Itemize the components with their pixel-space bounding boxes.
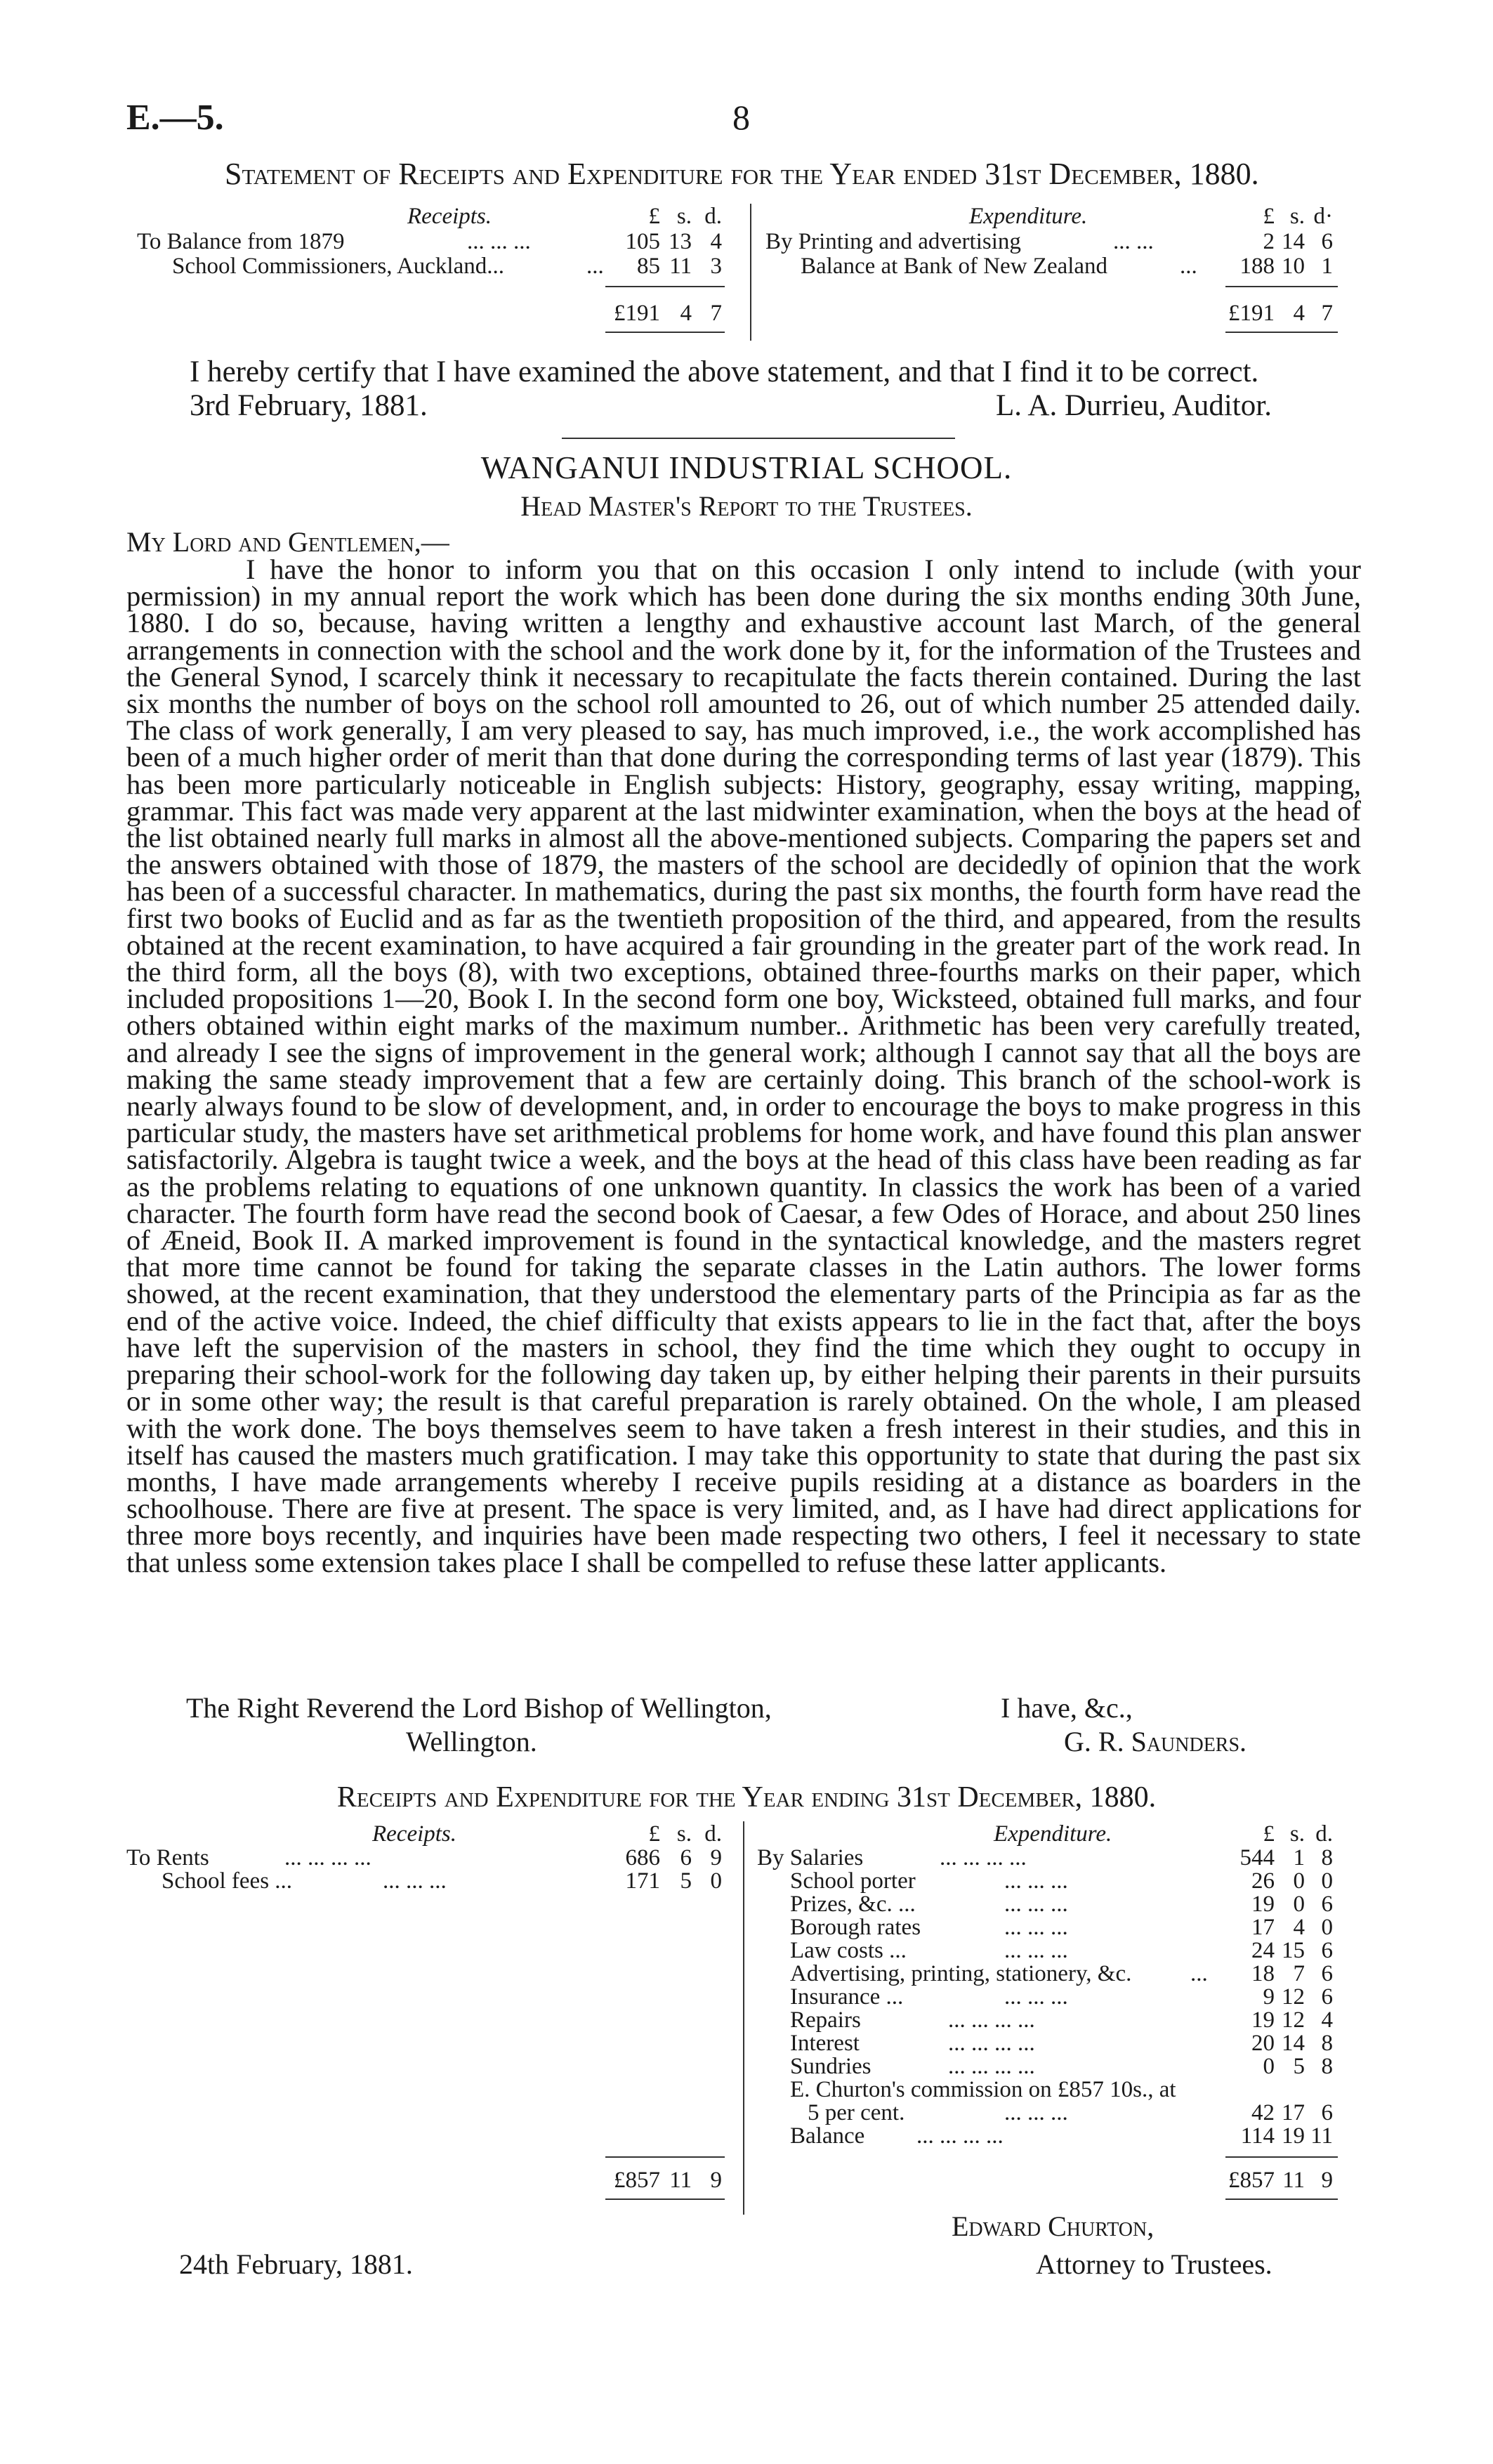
pound-heading: £ <box>648 1821 660 1847</box>
attorney-title: Attorney to Trustees. <box>1036 2248 1272 2280</box>
expenditure-shillings: 12 <box>1282 2007 1305 2033</box>
receipt-label: School fees ... <box>162 1868 293 1894</box>
certification-text: I hereby certify that I have examined the above statement, and that I find it to be correct. <box>190 355 1259 388</box>
receipt-shillings: 6 <box>680 1845 692 1870</box>
receipt-pence: 0 <box>710 1868 722 1894</box>
leader-dots: ... ... ... <box>1004 1915 1068 1940</box>
expenditure-pounds: 26 <box>1251 1868 1275 1894</box>
receipt-pence: 4 <box>710 229 722 254</box>
expenditure-pounds: 114 <box>1240 2123 1275 2149</box>
expenditure-row <box>790 1984 1068 2010</box>
report-subtitle: Head Master's Report to the Trustees. <box>520 490 973 522</box>
expenditure-heading: Expenditure. <box>994 1821 1112 1847</box>
expenditure-row <box>790 1938 1068 1963</box>
expenditure-label: Repairs <box>790 2007 861 2033</box>
expenditure-pence: 0 <box>1321 1868 1333 1894</box>
receipt-pounds: 686 <box>625 1845 660 1870</box>
expenditure-row <box>790 2031 1035 2056</box>
expenditure-shillings: 15 <box>1282 1938 1305 1963</box>
pound-heading-right: £ <box>1263 204 1275 229</box>
total-pounds: £857 <box>614 2168 660 2193</box>
expenditure-pounds: 42 <box>1251 2100 1275 2125</box>
leader-dots: ... ... ... ... <box>916 2123 1004 2149</box>
receipt-label: School Commissioners, Auckland... <box>172 254 504 279</box>
expenditure-pounds: 188 <box>1239 254 1275 279</box>
addressee-line-2: Wellington. <box>406 1726 537 1757</box>
leader-dots: ... <box>586 254 604 279</box>
column-divider <box>743 1821 744 2215</box>
leader-dots: ... ... ... ... <box>948 2054 1035 2079</box>
statement-1-title: Statement of Receipts and Expenditure for the Year ended 31st December, 1880. <box>225 157 1259 191</box>
expenditure-pounds: 2 <box>1263 229 1275 254</box>
total-pounds-right: £191 <box>1228 301 1275 326</box>
expenditure-shillings: 0 <box>1293 1868 1305 1894</box>
expenditure-shillings: 14 <box>1282 229 1305 254</box>
expenditure-shillings: 12 <box>1282 1984 1305 2010</box>
subtotal-rule <box>605 2156 725 2158</box>
pence-heading-right: d· <box>1313 204 1333 229</box>
receipts-heading: Receipts. <box>407 204 492 229</box>
total-rule-right <box>1225 2198 1338 2200</box>
expenditure-pounds: 9 <box>1263 1984 1275 2010</box>
receipt-shillings: 11 <box>669 254 692 279</box>
total-shillings: 4 <box>680 301 692 326</box>
leader-dots: ... <box>1190 1961 1208 1986</box>
leader-dots: ... ... ... <box>1004 1868 1068 1894</box>
expenditure-label: 5 per cent. <box>808 2100 905 2125</box>
expenditure-pounds: 19 <box>1251 1892 1275 1917</box>
expenditure-shillings: 10 <box>1282 254 1305 279</box>
receipt-label: To Rents <box>126 1845 209 1870</box>
total-pence-right: 7 <box>1321 301 1333 326</box>
leader-dots: ... ... ... ... <box>948 2031 1035 2056</box>
expenditure-label: Advertising, printing, stationery, &c. <box>790 1961 1132 1986</box>
total-shillings-right: 4 <box>1293 301 1305 326</box>
statement-2-title: Receipts and Expenditure for the Year ending 31st December, 1880. <box>336 1781 1157 1814</box>
leader-dots: ... ... ... ... <box>284 1845 371 1870</box>
receipt-row <box>126 1845 371 1870</box>
leader-dots: ... ... ... <box>467 229 531 254</box>
expenditure-shillings: 1 <box>1293 1845 1305 1870</box>
receipt-pounds: 85 <box>637 254 660 279</box>
expenditure-row <box>790 1868 1068 1894</box>
total-shillings: 11 <box>669 2168 692 2193</box>
expenditure-heading: Expenditure. <box>969 204 1088 229</box>
expenditure-pounds: 18 <box>1251 1961 1275 1986</box>
receipt-shillings: 5 <box>680 1868 692 1894</box>
expenditure-pence: 6 <box>1321 1892 1333 1917</box>
expenditure-pence: 4 <box>1321 2007 1333 2033</box>
expenditure-pounds: 17 <box>1251 1915 1275 1940</box>
expenditure-shillings: 5 <box>1293 2054 1305 2079</box>
expenditure-label: Prizes, &c. ... <box>790 1892 916 1917</box>
expenditure-shillings: 7 <box>1293 1961 1305 1986</box>
expenditure-label: Balance <box>790 2123 865 2149</box>
leader-dots: ... <box>1180 254 1197 279</box>
leader-dots: ... ... ... ... <box>940 1845 1027 1870</box>
expenditure-label: Insurance ... <box>790 1984 904 2010</box>
expenditure-row <box>790 1961 1208 1986</box>
school-title: WANGANUI INDUSTRIAL SCHOOL. <box>480 450 1013 485</box>
closing-phrase: I have, &c., <box>1001 1692 1133 1724</box>
expenditure-pence: 1 <box>1321 254 1333 279</box>
expenditure-pence: 6 <box>1321 1984 1333 2010</box>
receipt-pounds: 171 <box>625 1868 660 1894</box>
shilling-heading: s. <box>676 1821 692 1847</box>
leader-dots: ... ... ... <box>1004 1984 1068 2010</box>
expenditure-label: Borough rates <box>790 1915 921 1940</box>
expenditure-row <box>790 2007 1035 2033</box>
expenditure-row <box>790 2123 1004 2149</box>
expenditure-pence: 6 <box>1321 2100 1333 2125</box>
expenditure-label: Sundries <box>790 2054 872 2079</box>
expenditure-row <box>757 1845 1027 1870</box>
expenditure-pence: 8 <box>1321 2031 1333 2056</box>
report-signature: G. R. Saunders. <box>1064 1726 1247 1757</box>
expenditure-label: Interest <box>790 2031 860 2056</box>
report-body: I have the honor to inform you that on this occasion I only intend to include (with your permission) in my annual report the work which has been done during the six months ending 30th June, 1880. I do so, because, having written a lengthy and exhaustive account last March, of the general arrangements in connection with the school and the work done by it, for the information of the Trustees and the General Synod, I scarcely think it necessary to recapitulate the facts therein contained. During the last six months the number of boys on the school roll amounted to 26, out of which number 25 attended daily. The class of work generally, I am very pleased to say, has much improved, i.e., the work accomplished has been of a much higher order of merit than that done during the corresponding terms of last year (1879). This has been more particularly noticeable in English subjects: History, geography, essay writing, mapping, grammar. This fact was made very apparent at the last midwinter examination, when the boys at the head of the list obtained nearly full marks in almost all the above-mentioned subjects. Comparing the papers set and the answers obtained with those of 1879, the masters of the school are decidedly of opinion that the work has been of a successful character. In mathematics, during the past six months, the fourth form have read the first two books of Euclid and as far as the twentieth proposition of the third, and appeared, from the results obtained at the recent examination, to have acquired a fair grounding in the greater part of the work read. In the third form, all the boys (8), with two exceptions, obtained three-fourths marks on their paper, which included propositions 1—20, Book I. In the second form one boy, Wicksteed, obtained full marks, and four others obtained within eight marks of the maximum number.. Arithmetic has been very carefully treated, and already I see the signs of improvement in the general work; although I cannot say that all the boys are making the same steady improvement that a few are certainly doing. This branch of the school-work is nearly always found to be slow of development, and, in order to encourage the boys to make progress in this particular study, the masters have set arithmetical problems for home work, and have found this plan answer satisfactorily. Algebra is taught twice a week, and the boys at the head of this class have been reading as far as the problems relating to equations of one unknown quantity. In classics the work has been of a varied character. The fourth form have read the second book of Caesar, a few Odes of Horace, and about 250 lines of Æneid, Book II. A marked improvement is found in the syntactical knowledge, and the masters regret that more time cannot be found for taking the separate classes in the Latin authors. The lower forms showed, at the recent examination, that they understood the elementary parts of the Principia as far as the end of the active voice. Indeed, the chief difficulty that exists appears to lie in the fact that, after the boys have left the supervision of the masters in school, they find the time which they ought to occupy in preparing their school-work for the following day taken up, by either helping their parents in their pursuits or in some other way; the result is that careful preparation is rarely obtained. On the whole, I am pleased with the work done. The boys themselves seem to have taken a fresh interest in their studies, and this in itself has caused the masters much gratification. I may take this opportunity to state that during the past six months, I have made arrangements whereby I receive pupils residing at a distance as boarders in the schoolhouse. There are five at present. The space is very limited, and, as I have had direct applications for three more boys recently, and inquiries have been made respecting two others, I feel it necessary to state that unless some extension takes place I shall be compelled to refuse these latter applicants. <box>126 553 1361 1578</box>
expenditure-row <box>790 2077 1176 2102</box>
certification-date: 3rd February, 1881. <box>190 389 428 422</box>
total-pence: 9 <box>710 2168 722 2193</box>
leader-dots: ... ... ... <box>383 1868 447 1894</box>
expenditure-label: School porter <box>790 1868 916 1894</box>
pence-heading-right: d. <box>1315 1821 1333 1847</box>
total-shillings-right: 11 <box>1282 2168 1305 2193</box>
expenditure-pence: 0 <box>1321 1915 1333 1940</box>
expenditure-shillings: 14 <box>1282 2031 1305 2056</box>
receipt-label: To Balance from 1879 <box>137 229 345 254</box>
attorney-name: Edward Churton, <box>952 2210 1155 2242</box>
shilling-heading-right: s. <box>1289 1821 1305 1847</box>
expenditure-pounds: 544 <box>1239 1845 1275 1870</box>
subtotal-rule-right <box>1225 2156 1338 2158</box>
leader-dots: ... ... ... <box>1004 2100 1068 2125</box>
expenditure-pounds: 0 <box>1263 2054 1275 2079</box>
expenditure-pence: 11 <box>1310 2123 1333 2149</box>
pence-heading: d. <box>704 1821 722 1847</box>
receipts-heading: Receipts. <box>372 1821 457 1847</box>
total-pence: 7 <box>710 301 722 326</box>
expenditure-pounds: 20 <box>1251 2031 1275 2056</box>
shilling-heading-right: s. <box>1289 204 1305 229</box>
expenditure-label: By Printing and advertising <box>765 229 1021 254</box>
receipt-pounds: 105 <box>625 229 660 254</box>
receipt-pence: 9 <box>710 1845 722 1870</box>
expenditure-pence: 8 <box>1321 1845 1333 1870</box>
expenditure-pence: 8 <box>1321 2054 1333 2079</box>
total-pounds: £191 <box>614 301 660 326</box>
expenditure-pence: 6 <box>1321 229 1333 254</box>
receipt-row <box>162 1868 447 1894</box>
salutation: My Lord and Gentlemen,— <box>126 526 449 558</box>
total-pounds-right: £857 <box>1228 2168 1275 2193</box>
expenditure-shillings: 0 <box>1293 1892 1305 1917</box>
total-rule <box>605 2198 725 2200</box>
auditor-signature: L. A. Durrieu, Auditor. <box>996 389 1272 422</box>
shilling-heading: s. <box>676 204 692 229</box>
expenditure-shillings: 19 <box>1282 2123 1305 2149</box>
expenditure-shillings: 17 <box>1282 2100 1305 2125</box>
leader-dots: ... ... <box>1113 229 1154 254</box>
expenditure-pounds: 19 <box>1251 2007 1275 2033</box>
document-reference: E.—5. <box>126 98 224 138</box>
pence-heading: d. <box>704 204 722 229</box>
expenditure-pence: 6 <box>1321 1938 1333 1963</box>
pound-heading-right: £ <box>1263 1821 1275 1847</box>
addressee-line-1: The Right Reverend the Lord Bishop of Wellington, <box>186 1692 772 1724</box>
expenditure-shillings: 4 <box>1293 1915 1305 1940</box>
closing-date: 24th February, 1881. <box>179 2248 413 2280</box>
expenditure-pence: 6 <box>1321 1961 1333 1986</box>
expenditure-row <box>790 1915 1068 1940</box>
expenditure-row <box>790 2054 1035 2079</box>
receipt-shillings: 13 <box>669 229 692 254</box>
expenditure-label: By Salaries <box>757 1845 864 1870</box>
expenditure-row <box>808 2100 1068 2125</box>
leader-dots: ... ... ... <box>1004 1892 1068 1917</box>
leader-dots: ... ... ... ... <box>948 2007 1035 2033</box>
expenditure-row <box>790 1892 1068 1917</box>
page-number: 8 <box>732 98 750 137</box>
expenditure-label: E. Churton's commission on £857 10s., at <box>790 2077 1176 2102</box>
total-pence-right: 9 <box>1321 2168 1333 2193</box>
leader-dots: ... ... ... <box>1004 1938 1068 1963</box>
expenditure-label: Balance at Bank of New Zealand <box>801 254 1108 279</box>
receipt-pence: 3 <box>710 254 722 279</box>
pound-heading: £ <box>648 204 660 229</box>
expenditure-label: Law costs ... <box>790 1938 907 1963</box>
expenditure-pounds: 24 <box>1251 1938 1275 1963</box>
